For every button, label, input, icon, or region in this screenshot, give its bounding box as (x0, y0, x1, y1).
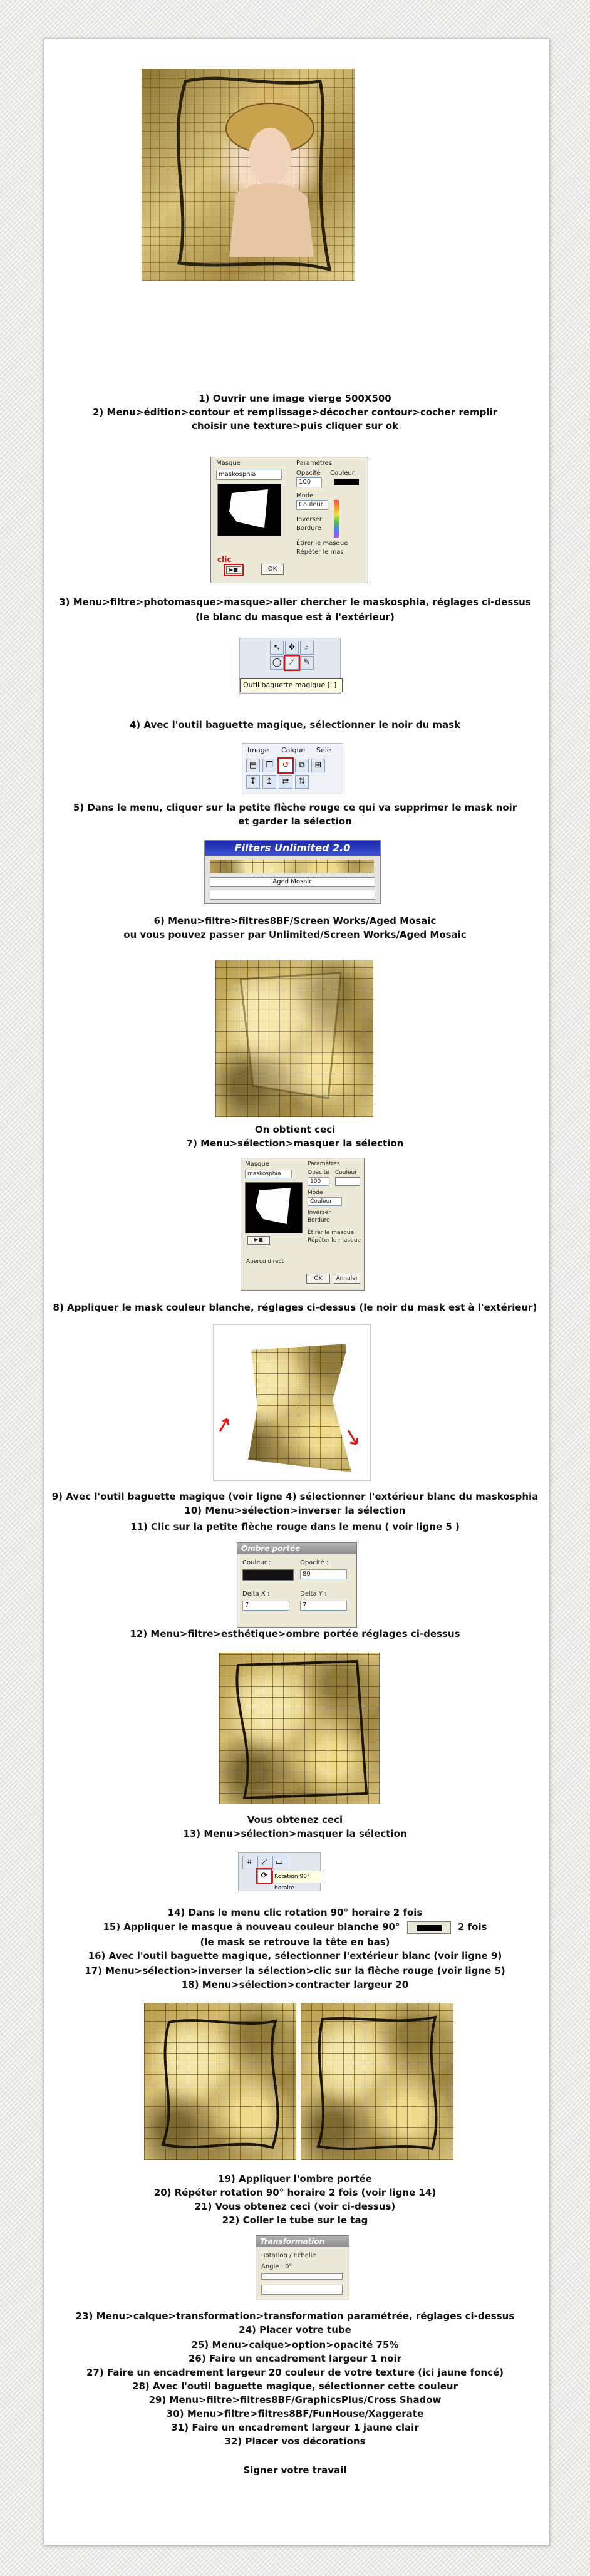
mask2-opacity-label: Opacité (308, 1170, 329, 1176)
step-7a: On obtient ceci (254, 1124, 336, 1135)
result-right-image (301, 2003, 453, 2160)
step-18: 18) Menu>sélection>contracter largeur 20 (181, 1979, 409, 1990)
zoom-icon[interactable]: ⌕ (300, 641, 314, 655)
move-down-icon[interactable]: ↧ (246, 775, 260, 789)
step-30: 30) Menu>filtre>filtres8BF/FunHouse/Xaggerate (166, 2408, 424, 2419)
step-25: 25) Menu>calque>option>opacité 75% (191, 2339, 399, 2350)
monitor-icon[interactable]: ▭ (272, 1856, 286, 1869)
step-13a: Vous obtenez ceci (247, 1814, 343, 1826)
step-7b: 7) Menu>sélection>masquer la sélection (186, 1138, 404, 1149)
transform-scale-field[interactable] (261, 2285, 343, 2295)
step-16: 16) Avec l'outil baguette magique, sélectionner l'extérieur blanc (voir ligne 9) (88, 1950, 502, 1961)
step-6b: ou vous pouvez passer par Unlimited/Screen Works/Aged Mosaic (123, 929, 467, 940)
step-3a: 3) Menu>filtre>photomasque>masque>aller chercher le maskosphia, réglages ci-dessus (59, 596, 531, 608)
step-5a: 5) Dans le menu, cliquer sur la petite flèche rouge ce qui va supprimer le mask noir (73, 802, 517, 813)
ok-button[interactable]: OK (261, 564, 284, 575)
step-22: 22) Coller le tube sur le tag (222, 2215, 368, 2226)
mask2-section-title: Masque (245, 1161, 269, 1168)
step-11: 11) Clic sur la petite flèche rouge dans le menu ( voir ligne 5 ) (130, 1521, 460, 1532)
step-23: 23) Menu>calque>transformation>transformation paramétrée, réglages ci-dessus (75, 2310, 515, 2322)
step-20: 20) Répéter rotation 90° horaire 2 fois (voir ligne 14) (153, 2187, 437, 2198)
mask2-invert-checkbox[interactable]: Inverser (308, 1210, 331, 1216)
step-1: 1) Ouvrir une image vierge 500X500 (199, 393, 391, 404)
mask2-mode-select[interactable]: Couleur (308, 1197, 342, 1206)
merge-icon[interactable]: ⊞ (311, 759, 325, 772)
step-10: 10) Menu>sélection>inverser la sélection (184, 1505, 406, 1516)
menu-image[interactable]: Image (247, 746, 269, 754)
menu-selection[interactable]: Séle (316, 746, 331, 754)
rotate-toolbar (238, 1852, 321, 1891)
crop-icon[interactable]: ⌗ (242, 1856, 256, 1869)
mask2-select[interactable]: maskosphia (245, 1170, 292, 1178)
step-14: 14) Dans le menu clic rotation 90° horaire 2 fois (167, 1907, 423, 1918)
mask2-border-checkbox[interactable]: Bordure (308, 1217, 330, 1223)
step-21: 21) Vous obtenez ceci (voir ci-dessus) (194, 2201, 396, 2212)
step-15a-text: 15) Appliquer le masque à nouveau couleur blanche 90° (103, 1921, 400, 1933)
shadow-title: Ombre portée (237, 1543, 356, 1554)
mask2-preview (245, 1182, 303, 1233)
shadow-color-swatch[interactable] (242, 1569, 294, 1581)
step-26: 26) Faire un encadrement largeur 1 noir (188, 2353, 402, 2364)
step-13b: 13) Menu>sélection>masquer la sélection (183, 1828, 407, 1839)
color-label: Couleur (330, 470, 355, 477)
mask-preview (217, 484, 281, 536)
mask2-cancel-button[interactable]: Annuler (334, 1274, 360, 1284)
mask2-params-title: Paramètres (308, 1161, 340, 1167)
portrait-tag-image (142, 69, 355, 281)
shadow-dy-label: Delta Y : (300, 1591, 327, 1597)
step-32: 32) Placer vos décorations (224, 2436, 366, 2447)
group-icon[interactable]: ⧉ (295, 759, 309, 772)
mask-section-title: Masque (216, 460, 241, 467)
step-15c: (le mask se retrouve la tête en bas) (200, 1936, 390, 1948)
mask2-repeat-radio[interactable]: Répéter le masque (308, 1237, 361, 1244)
pointer-icon[interactable]: ↖ (270, 641, 284, 655)
step-9: 9) Avec l'outil baguette magique (voir ligne 4) sélectionner l'extérieur blanc du maskosphia (51, 1491, 539, 1502)
step-31: 31) Faire un encadrement largeur 1 jaune clair (171, 2422, 419, 2433)
step-8: 8) Appliquer le mask couleur blanche, réglages ci-dessus (le noir du mask est à l'extérieur) (53, 1302, 537, 1313)
menu-toolbar (242, 743, 343, 794)
step-5b: et garder la sélection (238, 816, 352, 827)
result-shadow-image (219, 1653, 380, 1804)
step-2a: 2) Menu>édition>contour et remplissage>décocher contour>cocher remplir (93, 407, 497, 418)
mask2-apply-icon[interactable]: ▶■ (247, 1236, 270, 1245)
transform-angle-slider[interactable] (261, 2273, 343, 2280)
rotate-icon[interactable]: ⟳ (257, 1869, 271, 1883)
layer-icon[interactable]: ▤ (246, 759, 260, 772)
step-6a: 6) Menu>filtre>filtres8BF/Screen Works/Aged Mosaic (153, 915, 437, 927)
mask2-color-swatch[interactable] (335, 1177, 360, 1186)
step-15b-text: 2 fois (457, 1921, 487, 1933)
mask2-mode-label: Mode (308, 1190, 323, 1196)
params-title: Paramètres (296, 460, 333, 467)
mask2-stretch-radio[interactable]: Étirer le masque (308, 1230, 355, 1236)
step-3b: (le blanc du masque est à l'extérieur) (195, 611, 395, 623)
rotate-highlight (256, 1868, 272, 1884)
border-checkbox[interactable]: Bordure (296, 525, 321, 532)
palette-bar[interactable] (334, 500, 339, 538)
color-swatch[interactable] (334, 479, 359, 485)
transform-angle-label: Angle : 0° (261, 2263, 292, 2270)
frame-outline-icon (142, 69, 355, 281)
inline-mask-icon (407, 1921, 451, 1934)
clic-label: clic (217, 555, 232, 564)
transform-sub: Rotation / Echelle (261, 2252, 316, 2259)
step-4: 4) Avec l'outil baguette magique, sélectionner le noir du mask (129, 719, 461, 730)
invert-checkbox[interactable]: Inverser (296, 516, 322, 523)
flip-icon[interactable]: ⇄ (279, 775, 292, 789)
copy-icon[interactable]: ❐ (262, 759, 276, 772)
shadow-dy-field[interactable]: 7 (300, 1601, 347, 1611)
step-17: 17) Menu>sélection>inverser la sélection>clic sur la flèche rouge (voir ligne 5) (85, 1965, 505, 1976)
step-27: 27) Faire un encadrement largeur 20 couleur de votre texture (ici jaune foncé) (86, 2367, 504, 2378)
red-arrow-icon[interactable]: ↺ (279, 759, 292, 772)
opacity-label: Opacité (296, 470, 321, 477)
wand-tooltip: Outil baguette magique [L] (240, 678, 343, 692)
step-12: 12) Menu>filtre>esthétique>ombre portée réglages ci-dessus (130, 1628, 460, 1639)
mode-label: Mode (296, 492, 314, 499)
lasso-icon[interactable]: ◯ (270, 656, 284, 670)
magic-wand-icon[interactable]: ⟋ (285, 656, 299, 670)
brush-icon[interactable]: ✎ (300, 656, 314, 670)
mask2-ok-button[interactable]: OK (306, 1274, 330, 1284)
rotate-tooltip: Rotation 90° horaire (272, 1871, 321, 1883)
pan-icon[interactable]: ✥ (285, 641, 299, 655)
shadow-dx-label: Delta X : (242, 1591, 270, 1597)
transformation-dialog (256, 2235, 349, 2300)
mask2-color-label: Couleur (335, 1170, 357, 1176)
mask-dialog-2 (241, 1158, 365, 1291)
filter-slider[interactable] (210, 890, 375, 900)
mask2-preview-checkbox[interactable]: Aperçu direct (246, 1259, 284, 1265)
result-left-image (144, 2003, 296, 2160)
move-up-icon[interactable]: ↥ (262, 775, 276, 789)
mask2-opacity-field[interactable]: 100 (308, 1177, 329, 1186)
resize-icon[interactable]: ⤢ (257, 1856, 271, 1869)
shadow-dx-field[interactable]: 7 (242, 1601, 289, 1611)
repeat-mask-radio[interactable]: Répéter le mas (296, 549, 344, 556)
wand-toolbar (239, 638, 341, 694)
result-aged-mosaic-image (215, 960, 373, 1117)
sign-your-work: Signer votre travail (243, 2464, 347, 2476)
mirror-icon[interactable]: ⇅ (295, 775, 309, 789)
stretch-mask-radio[interactable]: Étirer le masque (296, 540, 348, 547)
transform-title: Transformation (256, 2236, 349, 2247)
filters-unlimited-box (204, 840, 381, 904)
opacity-field[interactable]: 100 (296, 477, 322, 487)
step-28: 28) Avec l'outil baguette magique, sélectionner cette couleur (132, 2381, 458, 2392)
apply-mask-icon[interactable]: ▶■ (226, 566, 241, 574)
arrow-highlight (277, 757, 294, 774)
shadow-opacity-label: Opacité : (300, 1559, 329, 1566)
step-15a (0, 1921, 590, 1934)
drop-shadow-dialog (237, 1542, 357, 1628)
shadow-color-label: Couleur : (242, 1559, 271, 1566)
filters-title: Filters Unlimited 2.0 (205, 841, 380, 856)
mask-dialog (210, 457, 368, 583)
step-24: 24) Placer votre tube (239, 2324, 351, 2335)
menu-calque[interactable]: Calque (281, 746, 306, 754)
filter-aged-mosaic[interactable]: Aged Mosaic (210, 877, 375, 887)
masked-frame-image (213, 1324, 371, 1481)
step-19: 19) Appliquer l'ombre portée (218, 2173, 372, 2184)
step-29: 29) Menu>filtre>filtres8BF/GraphicsPlus/Cross Shadow (148, 2394, 442, 2406)
step-2b: choisir une texture>puis cliquer sur ok (191, 420, 399, 432)
mask-select[interactable]: maskosphia (216, 470, 282, 480)
wand-highlight (284, 655, 300, 671)
shadow-opacity-field[interactable]: 80 (300, 1569, 347, 1579)
mode-select[interactable]: Couleur (296, 500, 328, 510)
filters-thumbnails (210, 860, 374, 873)
